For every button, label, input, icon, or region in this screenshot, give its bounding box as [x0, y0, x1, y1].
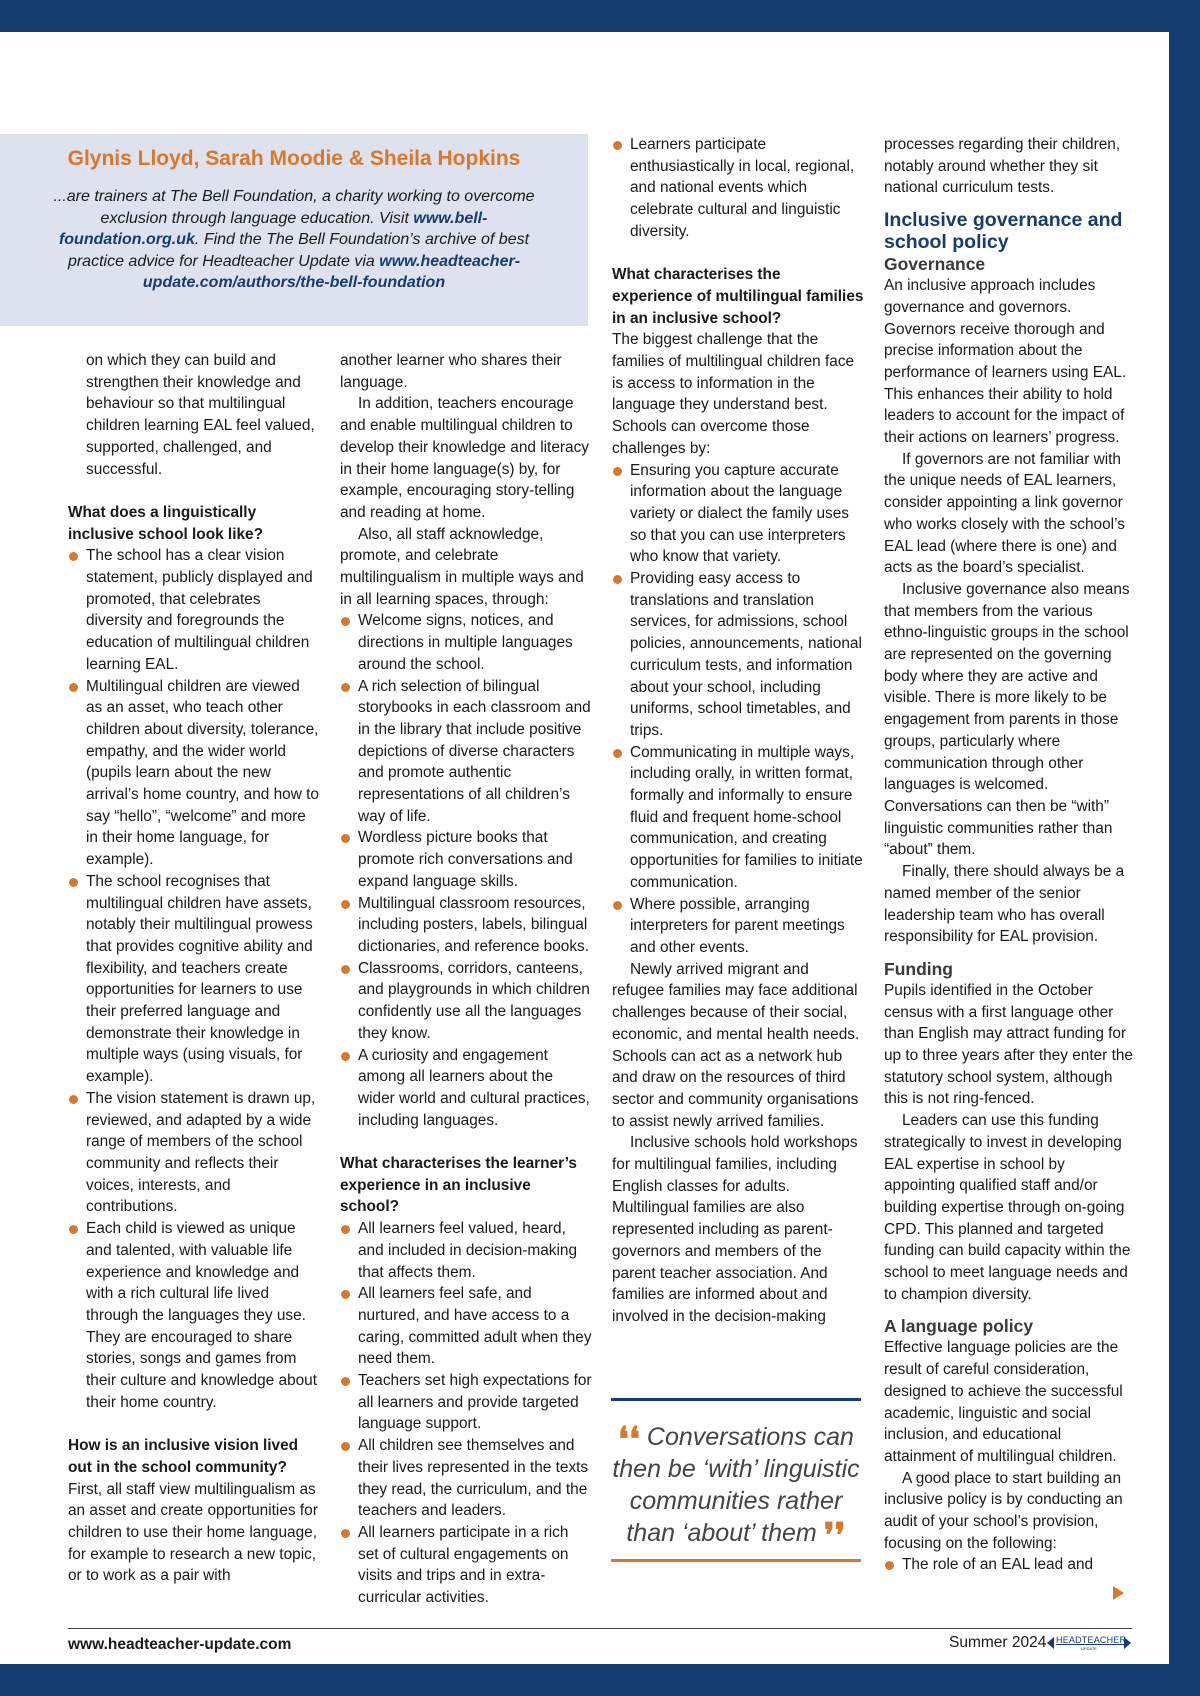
bullet-list — [340, 610, 592, 1131]
bell-foundation-link[interactable]: www.bell-foundation.org.uk — [58, 209, 488, 248]
top-border — [0, 0, 1200, 32]
right-border — [1169, 0, 1200, 1696]
list-item: Providing easy access to translations and translation services, for admissions, school policies, announcements, national curriculum tests, and information about your school, including uniforms, school timetables, and trips. — [612, 568, 864, 742]
bullet-list — [612, 134, 864, 243]
author-name: Glynis Lloyd, Sarah Moodie & Sheila Hopkins — [67, 147, 521, 170]
list-item: Welcome signs, notices, and directions in multiple languages around the school. — [340, 610, 592, 675]
subheading-governance: Governance — [884, 254, 986, 275]
pull-quote-text — [611, 1421, 861, 1555]
subheading-learner-experience: What characterises the learner’s experience in an inclusive school? — [340, 1155, 577, 1216]
list-item: All learners participate in a rich set of cultural engagements on visits and trips and in extra-curricular activities. — [340, 1522, 592, 1609]
subheading-language-policy: A language policy — [884, 1316, 1034, 1337]
list-item: All learners feel valued, heard, and included in decision-making that affects them. — [340, 1218, 592, 1283]
list-item: A rich selection of bilingual storybooks in each classroom and in the library that include positive depictions of diverse characters and promote authentic representations of all children’s way of life. — [340, 676, 592, 828]
list-item: Multilingual classroom resources, including posters, labels, bilingual dictionaries, and reference books. — [340, 893, 592, 958]
paragraph: A good place to start building an inclusive policy is by conducting an audit of your school’s provision, focusing on the following: — [884, 1469, 1123, 1552]
subheading-inclusive-vision: How is an inclusive vision lived out in the school community? — [68, 1437, 299, 1476]
paragraph: Newly arrived migrant and refugee families may face additional challenges because of their social, economic, and mental health needs. Schools can act as a network hub and draw on the resources of third sector and community organisations to assist newly arrived families. — [612, 960, 860, 1130]
footer-url[interactable]: www.headteacher-update.com — [68, 1636, 292, 1653]
bottom-border — [0, 1664, 1200, 1696]
paragraph: The biggest challenge that the families of multilingual children face is access to information in the language they understand best. Schools can overcome those challenges by: — [612, 331, 855, 457]
list-item: All children see themselves and their lives represented in the texts they read, the curriculum, and the teachers and leaders. — [340, 1435, 592, 1522]
list-item: Multilingual children are viewed as an asset, who teach other children about diversity, tolerance, empathy, and the wider world (pupils learn about the new arrival’s home country, and how to say “hello”, “welcome” and more in their home language, for example). — [68, 676, 320, 871]
list-item: Where possible, arranging interpreters for parent meetings and other events. — [612, 894, 864, 959]
footer-rule — [68, 1628, 1132, 1629]
list-item: Ensuring you capture accurate information about the language variety or dialect the family uses so that you can use interpreters who know that variety. — [612, 460, 864, 569]
list-item: Classrooms, corridors, canteens, and playgrounds in which children confidently use all the languages they know. — [340, 958, 592, 1045]
paragraph: on which they can build and strengthen their knowledge and behaviour so that multilingual children learning EAL feel valued, supported, challenged, and successful. — [86, 352, 315, 478]
paragraph: Inclusive schools hold workshops for multilingual families, including English classes for adults. Multilingual families are also represented including as parent-governors and members of the parent teacher association. And families are informed about and involved in the decision-making — [612, 1134, 858, 1325]
list-item: The school recognises that multilingual children have assets, notably their multilingual prowess that provides cognitive ability and flexibility, and teachers create opportunities for learners to use their preferred language and demonstrate their knowledge in multiple ways (using visuals, for example). — [68, 871, 320, 1088]
list-item: The school has a clear vision statement, publicly displayed and promoted, that celebrates diversity and foregrounds the education of multilingual children learning EAL. — [68, 545, 320, 675]
bullet-list — [68, 545, 320, 1413]
paragraph: processes regarding their children, notably around whether they sit national curriculum tests. — [884, 136, 1121, 197]
list-item: Each child is viewed as unique and talented, with valuable life experience and knowledge and with a rich cultural life lived through the languages they use. They are encouraged to share stories, songs and games from their culture and knowledge about their home country. — [68, 1218, 320, 1413]
subheading-funding: Funding — [884, 958, 954, 979]
bullet-list — [340, 1218, 592, 1609]
column-2 — [340, 350, 592, 1609]
column-3 — [612, 134, 864, 1328]
continue-arrow-icon[interactable] — [1113, 1586, 1124, 1600]
logo-subtext: UPDATE — [1081, 1646, 1097, 1651]
list-item: Wordless picture books that promote rich conversations and expand language skills. — [340, 827, 592, 892]
author-bio-text-2: . Find the The Bell Foundation’s archive of best practice advice for Headteacher Update via — [67, 231, 530, 270]
bullet-list — [612, 460, 864, 959]
close-quote-icon: ❜❜ — [823, 1517, 846, 1555]
paragraph: Also, all staff acknowledge, promote, and celebrate multilingualism in multiple ways and in all learning spaces, through: — [340, 525, 584, 608]
pull-quote — [611, 1398, 861, 1562]
paragraph: Effective language policies are the result of careful consideration, designed to achieve the successful academic, linguistic and social inclusion, and educational attainment of multilingual children. — [884, 1339, 1123, 1465]
logo-text: HEADTEACHER — [1056, 1635, 1127, 1645]
paragraph: If governors are not familiar with the unique needs of EAL learners, consider appointing a link governor who works closely with the school’s EAL lead (where there is one) and acts as the board’s specialist. — [884, 450, 1125, 577]
subheading-linguistic-school: What does a linguistically inclusive school look like? — [68, 503, 264, 543]
paragraph: An inclusive approach includes governance and governors. Governors receive thorough and precise information about the performance of learners using EAL. This enhances their ability to hold leaders to account for the impact of their actions on learners’ progress. — [884, 277, 1127, 447]
section-title: Inclusive governance and school policy — [884, 209, 1123, 254]
paragraph: Leaders can use this funding strategically to invest in developing EAL expertise in school by appointing qualified staff and/or building expertise through on-going CPD. This planned and targeted funding can build capacity within the school to meet language needs and to champion diversity. — [884, 1112, 1131, 1303]
bullet-list — [884, 1554, 1136, 1576]
headteacher-update-logo — [1047, 1635, 1131, 1651]
author-archive-link[interactable]: www.headteacher-update.com/authors/the-bell-foundation — [142, 252, 521, 291]
list-item: All learners feel safe, and nurtured, and have access to a caring, committed adult when they need them. — [340, 1283, 592, 1370]
paragraph: Finally, there should always be a named member of the senior leadership team who has overall responsibility for EAL provision. — [884, 863, 1125, 946]
logo-right-arrow-icon — [1124, 1637, 1131, 1649]
logo-left-arrow-icon — [1047, 1637, 1054, 1649]
pull-quote-bottom-rule — [611, 1559, 861, 1562]
footer-issue: Summer 2024 — [949, 1634, 1047, 1651]
author-bio-text-1: ...are trainers at The Bell Foundation, a charity working to overcome exclusion through language education. Visit — [53, 188, 535, 227]
pull-quote-body: Conversations can then be ‘with’ linguistic communities rather than ‘about’ them — [612, 1423, 860, 1547]
column-4 — [884, 134, 1136, 1576]
list-item: The role of an EAL lead and — [884, 1554, 1136, 1576]
column-1 — [68, 350, 320, 1587]
list-item: Communicating in multiple ways, including orally, in written format, formally and informally to ensure fluid and frequent home-school communication, and creating opportunities for families to initiate communication. — [612, 742, 864, 894]
paragraph: First, all staff view multilingualism as an asset and create opportunities for children to use their home language, for example to research a new topic, or to work as a pair with — [68, 1480, 318, 1585]
paragraph: In addition, teachers encourage and enable multilingual children to develop their knowledge and literacy in their home language(s) by, for example, encouraging story-telling and reading at home. — [340, 395, 589, 521]
author-bio — [44, 186, 544, 294]
list-item: Learners participate enthusiastically in local, regional, and national events which celebrate cultural and linguistic diversity. — [612, 134, 864, 243]
pull-quote-top-rule — [611, 1398, 861, 1401]
list-item: Teachers set high expectations for all learners and provide targeted language support. — [340, 1370, 592, 1435]
open-quote-icon: ❛❛ — [618, 1421, 640, 1459]
list-item: A curiosity and engagement among all learners about the wider world and cultural practices, including languages. — [340, 1045, 592, 1132]
subheading-families-experience: What characterises the experience of multilingual families in an inclusive school? — [612, 266, 864, 327]
paragraph: another learner who shares their language. — [340, 352, 562, 391]
paragraph: Inclusive governance also means that members from the various ethno-linguistic groups in the school are represented on the governing body where they are active and visible. There is more likely to be engagement from parents in those groups, particularly where communication through other languages is welcomed. Conversations can then be “with” linguistic communities rather than “about” them. — [884, 580, 1130, 859]
paragraph: Pupils identified in the October census with a first language other than English may attract funding for up to three years after they enter the statutory school system, although this is not ring-fenced. — [884, 981, 1133, 1108]
author-box — [0, 134, 588, 326]
list-item: The vision statement is drawn up, reviewed, and adapted by a wide range of members of the school community and reflects their voices, interests, and contributions. — [68, 1088, 320, 1218]
